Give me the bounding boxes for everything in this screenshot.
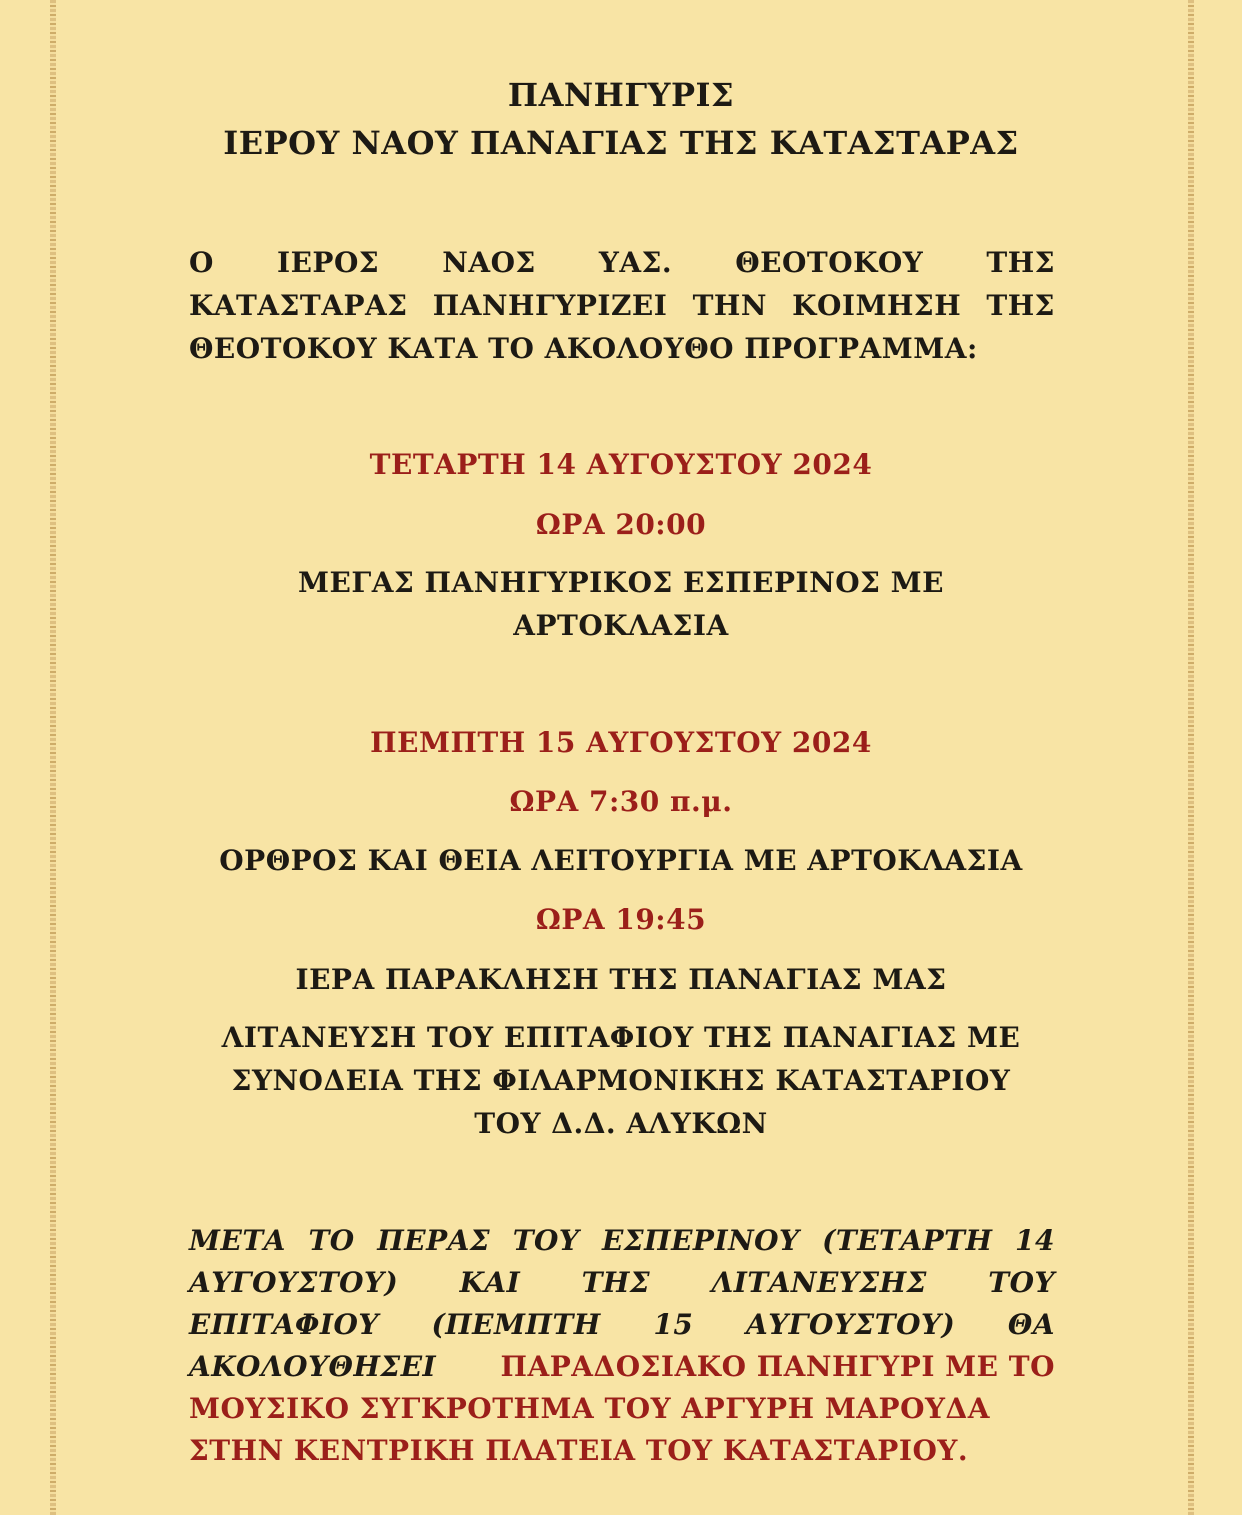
footer-word: ΑΚΟΛΟΥΘΗΣΕΙ <box>189 1350 437 1383</box>
day2-event3-line1: ΛΙΤΑΝΕΥΣΗ ΤΟΥ ΕΠΙΤΑΦΙΟΥ ΤΗΣ ΠΑΝΑΓΙΑΣ ΜΕ <box>221 1021 1021 1054</box>
intro-word: ΚΟΙΜΗΣΗ <box>792 289 962 322</box>
footer-word: 14 <box>1015 1224 1055 1257</box>
day2-event2: ΙΕΡΑ ΠΑΡΑΚΛΗΣΗ ΤΗΣ ΠΑΝΑΓΙΑΣ ΜΑΣ <box>295 963 947 996</box>
day2-event3-line3: ΤΟΥ Δ.Δ. ΑΛΥΚΩΝ <box>474 1107 768 1140</box>
intro-word: Ο <box>189 246 214 279</box>
day2-date: ΠΕΜΠΤΗ 15 ΑΥΓΟΥΣΤΟΥ 2024 <box>370 726 872 759</box>
day2-event1: ΟΡΘΡΟΣ ΚΑΙ ΘΕΙΑ ΛΕΙΤΟΥΡΓΙΑ ΜΕ ΑΡΤΟΚΛΑΣΙΑ <box>219 844 1023 877</box>
day1-event-line2: ΑΡΤΟΚΛΑΣΙΑ <box>513 609 729 642</box>
footer-line-1 <box>189 1218 1055 1264</box>
intro-line-2 <box>189 283 1055 329</box>
intro-word: ΝΑΟΣ <box>442 246 536 279</box>
footer-word: (ΠΕΜΠΤΗ <box>431 1308 601 1341</box>
footer-word: ΕΠΙΤΑΦΙΟΥ <box>189 1308 379 1341</box>
day1-time: ΩΡΑ 20:00 <box>535 508 707 541</box>
footer-word: 15 <box>653 1308 694 1341</box>
intro-word: ΥΑΣ. <box>598 246 673 279</box>
footer-word: (ΤΕΤΑΡΤΗ <box>822 1224 993 1257</box>
footer-word: ΤΟΥ <box>512 1224 580 1257</box>
day2-time1: ΩΡΑ 7:30 π.μ. <box>509 785 733 818</box>
poster-subtitle: ΙΕΡΟΥ ΝΑΟΥ ΠΑΝΑΓΙΑΣ ΤΗΣ ΚΑΤΑΣΤΑΡΑΣ <box>223 124 1019 162</box>
footer-line-4 <box>189 1344 1055 1390</box>
footer-line-6: ΣΤΗΝ ΚΕΝΤΡΙΚΗ ΠΛΑΤΕΙΑ ΤΟΥ ΚΑΤΑΣΤΑΡΙΟΥ. <box>189 1434 969 1467</box>
intro-word: ΙΕΡΟΣ <box>276 246 380 279</box>
day2-event3-line2: ΣΥΝΟΔΕΙΑ ΤΗΣ ΦΙΛΑΡΜΟΝΙΚΗΣ ΚΑΤΑΣΤΑΡΙΟΥ <box>231 1064 1011 1097</box>
footer-word: ΤΟΥ <box>988 1266 1055 1299</box>
intro-line-3: ΘΕΟΤΟΚΟΥ ΚΑΤΑ ΤΟ ΑΚΟΛΟΥΘΟ ΠΡΟΓΡΑΜΜΑ: <box>189 332 978 365</box>
footer-word: ΠΕΡΑΣ <box>377 1224 491 1257</box>
footer-word: ΤΟ <box>308 1224 355 1257</box>
footer-line-3 <box>189 1302 1055 1348</box>
intro-word: ΤΗΝ <box>692 289 767 322</box>
footer-word: ΤΗΣ <box>581 1266 651 1299</box>
footer-line-2 <box>189 1260 1055 1306</box>
footer-word: ΜΕΤΑ <box>189 1224 286 1257</box>
day1-date: ΤΕΤΑΡΤΗ 14 ΑΥΓΟΥΣΤΟΥ 2024 <box>369 448 873 481</box>
footer-word: ΑΥΓΟΥΣΤΟΥ) <box>189 1266 399 1299</box>
footer-line-5: ΜΟΥΣΙΚΟ ΣΥΓΚΡΟΤΗΜΑ ΤΟΥ ΑΡΓΥΡΗ ΜΑΡΟΥΔΑ <box>189 1392 990 1425</box>
footer-word: ΕΣΠΕΡΙΝΟΥ <box>601 1224 800 1257</box>
footer-word: ΑΥΓΟΥΣΤΟΥ) <box>745 1308 956 1341</box>
footer-highlight: ΠΑΡΑΔΟΣΙΑΚΟ ΠΑΝΗΓΥΡΙ ΜΕ ΤΟ <box>500 1350 1055 1383</box>
footer-word: ΚΑΙ <box>459 1266 521 1299</box>
intro-word: ΘΕΟΤΟΚΟΥ <box>735 246 924 279</box>
intro-word: ΠΑΝΗΓΥΡΙΖΕΙ <box>432 289 668 322</box>
footer-word: ΛΙΤΑΝΕΥΣΗΣ <box>711 1266 927 1299</box>
intro-line-1 <box>189 240 1055 286</box>
day2-time2: ΩΡΑ 19:45 <box>535 903 707 936</box>
footer-word: ΘΑ <box>1007 1308 1055 1341</box>
day1-event-line1: ΜΕΓΑΣ ΠΑΝΗΓΥΡΙΚΟΣ ΕΣΠΕΡΙΝΟΣ ΜΕ <box>298 566 944 599</box>
poster-title: ΠΑΝΗΓΥΡΙΣ <box>507 76 735 114</box>
intro-word: ΤΗΣ <box>986 246 1055 279</box>
intro-word: ΤΗΣ <box>986 289 1055 322</box>
intro-word: ΚΑΤΑΣΤΑΡΑΣ <box>189 289 408 322</box>
